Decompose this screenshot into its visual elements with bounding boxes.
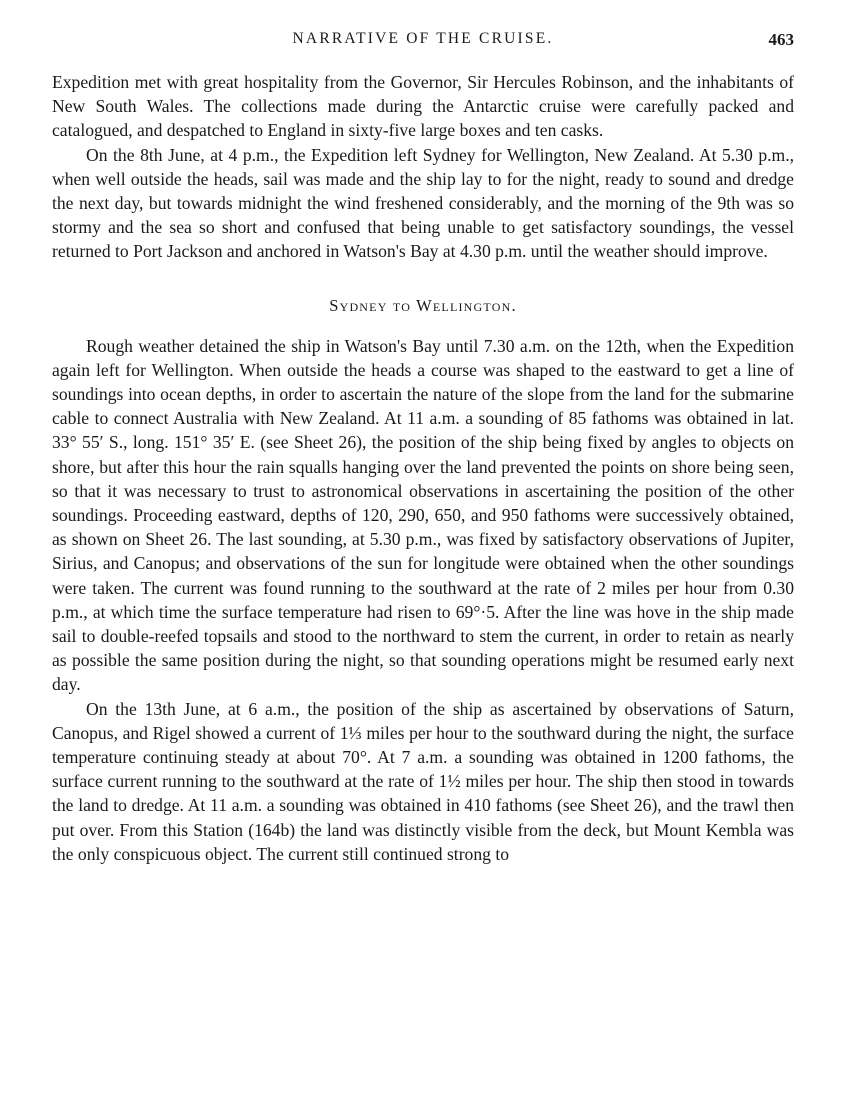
running-title: NARRATIVE OF THE CRUISE.: [292, 30, 554, 47]
page-number: 463: [768, 30, 794, 49]
section-heading: Sydney to Wellington.: [329, 295, 517, 315]
paragraph: On the 13th June, at 6 a.m., the position of the ship as ascertained by observations of Saturn, Canopus, and Rigel showed a current of 1⅓ miles per hour to the southward during the night, the surface temperature continuing steady at about 70°. At 7 a.m. a sounding was obtained in 1200 fathoms, the surface current running to the southward at the rate of 1½ miles per hour. The ship then stood in towards the land to dredge. At 11 a.m. a sounding was obtained in 410 fathoms (see Sheet 26), and the trawl then put over. From this Station (164b) the land was distinctly visible from the deck, but Mount Kembla was the only conspicuous object. The current still continued strong to: [52, 698, 794, 864]
paragraph: Rough weather detained the ship in Watson's Bay until 7.30 a.m. on the 12th, when the Expedition again left for Wellington. When outside the heads a course was shaped to the eastward to get a line of soundings into ocean depths, in order to ascertain the nature of the slope from the land for the submarine cable to connect Australia with New Zealand. At 11 a.m. a sounding of 85 fathoms was obtained in lat. 33° 55′ S., long. 151° 35′ E. (see Sheet 26), the position of the ship being fixed by angles to objects on shore, but after this hour the rain squalls hanging over the land prevented the points on shore being seen, so that it was necessary to trust to astronomical observations in ascertaining the position of the other soundings. Proceeding eastward, depths of 120, 290, 650, and 950 fathoms were successively obtained, as shown on Sheet 26. The last sounding, at 5.30 p.m., was fixed by satisfactory observations of Jupiter, Sirius, and Canopus; and observations of the sun for longitude were obtained when the other soundings were taken. The current was found running to the southward at the rate of 2 miles per hour from 0.30 p.m., at which time the surface temperature had risen to 69°·5. After the line was hove in the ship made sail to double-reefed topsails and stood to the northward to stem the current, in order to retain as nearly as possible the same position during the night, so that sounding operations might be resumed early next day.: [52, 335, 794, 695]
body-text: [52, 70, 794, 866]
paragraph-continued: Expedition met with great hospitality from the Governor, Sir Hercules Robinson, and the inhabitants of New South Wales. The collections made during the Antarctic cruise were carefully packed and catalogued, and despatched to England in sixty-five large boxes and ten casks.: [52, 72, 794, 141]
running-head: [52, 30, 794, 56]
paragraph: On the 8th June, at 4 p.m., the Expedition left Sydney for Wellington, New Zealand. At 5.30 p.m., when well outside the heads, sail was made and the ship lay to for the night, ready to sound and dredge the next day, but towards midnight the wind freshened considerably, and the morning of the 9th was so stormy and the sea so short and confused that being unable to get satisfactory soundings, the vessel returned to Port Jackson and anchored in Watson's Bay at 4.30 p.m. until the weather should improve.: [52, 144, 794, 262]
book-page: [52, 0, 794, 1100]
